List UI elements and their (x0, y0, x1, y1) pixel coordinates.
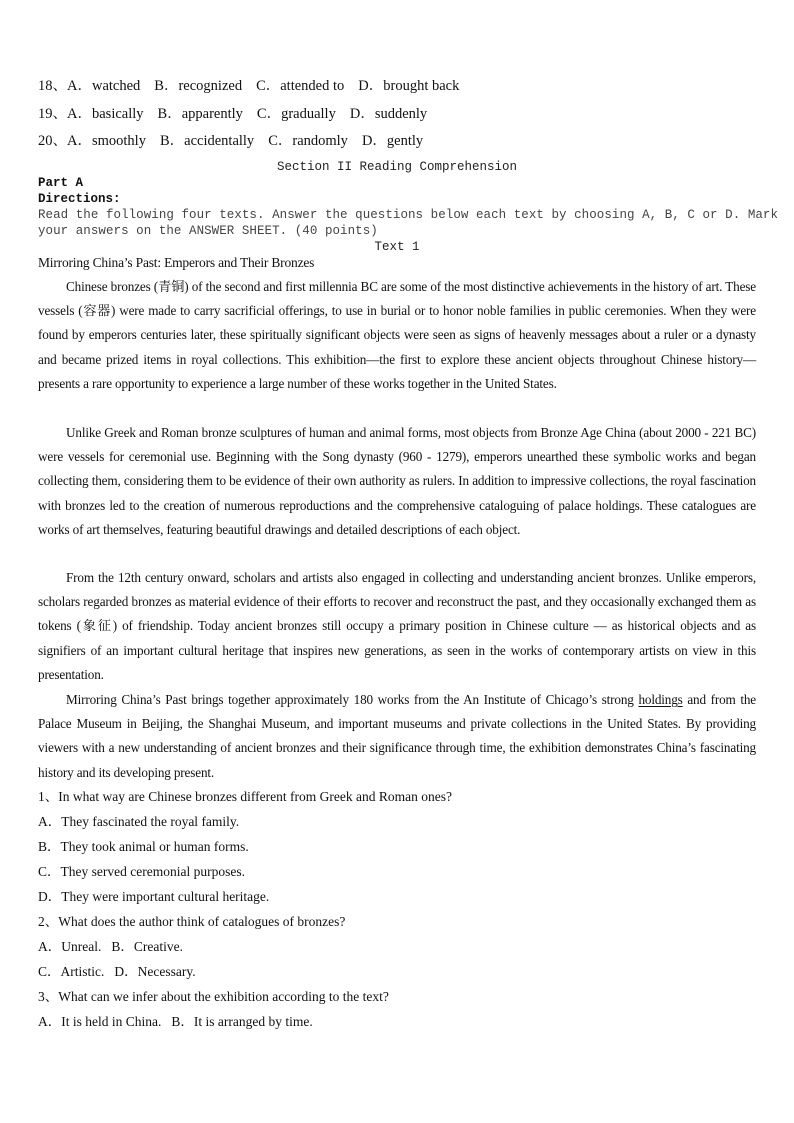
directions-label: Directions: (38, 192, 121, 206)
option-text: suddenly (374, 106, 428, 122)
option-letter: D． (114, 964, 138, 979)
paragraph-text: Unlike Greek and Roman bronze sculptures of human and animal forms, most objects from Bronze Age China (about 2000 - 221 BC) were vessels for ceremonial use. Beginning with the Song dynasty (960 - 1279), emperors unearthed these symbolic works and began collecting them, considering them to be evidence of their own authority as rulers. In addition to impressive collections, the royal fascination with bronzes led to the creation of numerous reproductions and the comprehensive cataloguing of palace holdings. These catalogues are works of art themselves, featuring beautiful drawings and detailed descriptions of each object. (38, 425, 756, 537)
option-letter: C． (268, 133, 293, 149)
option-text: They fascinated the royal family. (61, 814, 240, 829)
option-text: gradually (281, 106, 336, 122)
option-letter: B． (159, 133, 185, 149)
cloze-question-19 (38, 105, 427, 123)
question-2-options-cd (38, 963, 196, 981)
question-number: 20、 (38, 133, 67, 149)
question-1-option-c (38, 863, 245, 881)
option-text: They took animal or human forms. (60, 839, 249, 854)
text-label: Text 1 (374, 240, 420, 254)
option-letter: D． (358, 78, 384, 94)
option-text: apparently (181, 106, 243, 122)
question-1-option-b (38, 838, 249, 856)
option-letter: B． (171, 1014, 194, 1029)
option-text: They were important cultural heritage. (61, 889, 270, 904)
underlined-word-holdings: holdings (638, 692, 683, 707)
option-letter: A． (67, 78, 92, 94)
question-number: 18、 (38, 78, 67, 94)
directions-text-line-1: Read the following four texts. Answer the questions below each text by choosing A, B, C or D. Mark (38, 208, 779, 222)
option-letter: D． (349, 106, 375, 122)
question-1-option-d (38, 888, 269, 906)
option-text: attended to (280, 78, 345, 94)
option-letter: A． (67, 106, 92, 122)
option-text: It is held in China. (61, 1014, 162, 1029)
option-text: Necessary. (137, 964, 196, 979)
option-letter: C． (38, 964, 61, 979)
question-2-stem: 2、What does the author think of catalogues of bronzes? (38, 914, 346, 929)
option-letter: B． (157, 106, 182, 122)
directions-text-line-2: your answers on the ANSWER SHEET. (40 points) (38, 224, 378, 238)
option-letter: A． (38, 939, 62, 954)
passage-paragraph-3 (38, 566, 756, 687)
option-letter: A． (38, 814, 62, 829)
option-text: randomly (292, 133, 348, 149)
question-1-option-a (38, 813, 239, 831)
option-text: Unreal. (61, 939, 102, 954)
question-2-options-ab (38, 938, 183, 956)
paragraph-text: From the 12th century onward, scholars and artists also engaged in collecting and understanding ancient bronzes. Unlike emperors, scholars regarded bronzes as material evidence of their efforts to recover and reconstruct the past, and they occasionally exchanged them as tokens (象征) of friendship. Today ancient bronzes still occupy a primary position in Chinese culture — as historical objects and as signifiers of an important cultural heritage that inspires new generations, as seen in the works of contemporary artists on view in this presentation. (38, 570, 756, 682)
option-letter: A． (38, 1014, 62, 1029)
option-letter: D． (38, 889, 62, 904)
question-3-options-ab (38, 1013, 313, 1031)
paragraph-text: and from the Palace Museum in Beijing, the Shanghai Museum, and important museums and private collections in the United States. By providing viewers with a new understanding of ancient bronzes and their significance through time, the exhibition demonstrates China’s fascinating history and its developing present. (38, 692, 757, 780)
question-number: 19、 (38, 106, 67, 122)
option-letter: C． (256, 106, 282, 122)
option-letter: C． (256, 78, 281, 94)
option-text: smoothly (91, 133, 146, 149)
passage-title: Mirroring China’s Past: Emperors and Their Bronzes (38, 255, 315, 270)
option-text: gently (386, 133, 424, 149)
option-text: It is arranged by time. (193, 1014, 313, 1029)
passage-paragraph-2 (38, 421, 756, 542)
option-letter: A． (67, 133, 92, 149)
option-text: They served ceremonial purposes. (60, 864, 245, 879)
option-text: watched (91, 78, 141, 94)
passage-paragraph-4 (38, 688, 756, 785)
cloze-question-18 (38, 77, 459, 95)
option-text: accidentally (184, 133, 255, 149)
part-label: Part A (38, 176, 84, 190)
passage-paragraph-1 (38, 275, 756, 396)
paragraph-text: Mirroring China’s Past brings together approximately 180 works from the An Institute of Chicago’s strong (66, 692, 639, 707)
section-heading: Section II Reading Comprehension (276, 160, 518, 174)
paragraph-text: Chinese bronzes (青铜) of the second and first millennia BC are some of the most distinctive achievements in the history of art. These vessels (容器) were made to carry sacrificial offerings, to use in burial or to honor noble families in public ceremonies. When they were found by emperors centuries later, these spiritually significant objects were seen as signs of heavenly messages about a ruler or a dynasty and became prized items in royal collections. This exhibition—the first to explore these ancient objects throughout Chinese history—presents a rare opportunity to experience a large number of these works together in the United States. (38, 279, 756, 391)
option-letter: B． (38, 839, 61, 854)
option-letter: B． (111, 939, 134, 954)
option-letter: C． (38, 864, 61, 879)
option-text: Creative. (133, 939, 183, 954)
option-text: recognized (178, 78, 243, 94)
option-letter: D． (361, 133, 387, 149)
cloze-question-20 (38, 132, 423, 150)
question-1-stem: 1、In what way are Chinese bronzes different from Greek and Roman ones? (38, 789, 452, 804)
option-text: Artistic. (60, 964, 105, 979)
option-text: brought back (383, 78, 460, 94)
option-letter: B． (154, 78, 179, 94)
option-text: basically (91, 106, 144, 122)
question-3-stem: 3、What can we infer about the exhibition according to the text? (38, 989, 389, 1004)
